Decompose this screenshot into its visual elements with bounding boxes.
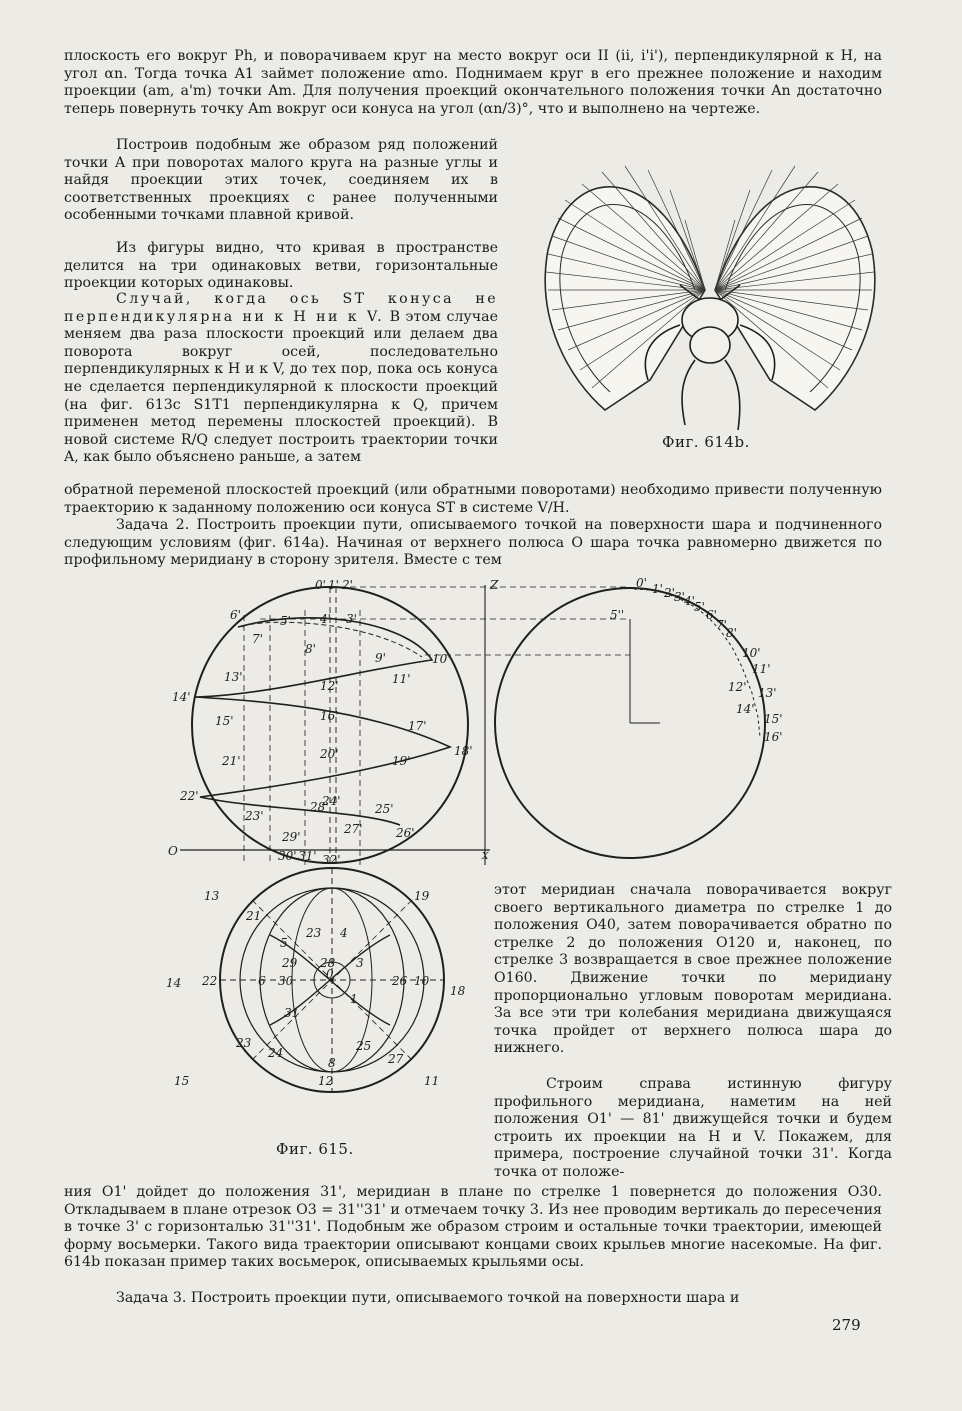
svg-text:24': 24' [322, 794, 341, 808]
paragraph-3: Из фигуры видно, что кривая в пространстве делится на три одинаковых ветви, горизонтальные проекции которых одинаковы. [64, 240, 498, 292]
svg-text:0': 0' [315, 578, 326, 592]
svg-text:5: 5 [280, 936, 288, 950]
svg-text:25: 25 [356, 1039, 372, 1053]
svg-text:16': 16' [320, 709, 339, 723]
svg-text:12: 12 [318, 1074, 334, 1088]
svg-text:26': 26' [396, 826, 415, 840]
svg-text:5': 5' [280, 614, 291, 628]
svg-text:21': 21' [222, 754, 241, 768]
svg-text:20': 20' [320, 747, 339, 761]
svg-text:13: 13 [204, 889, 220, 903]
page-number: 279 [832, 1316, 861, 1334]
svg-text:7': 7' [252, 632, 263, 646]
svg-text:23: 23 [306, 926, 322, 940]
paragraph-8: Строим справа истинную фигуру профильного меридиана, наметим на ней положения O1' — 81' движущейся точки и будем строить их проекции на H и V. Покажем, для примера, построение случайной точки 31'. Когда точка от положе- [494, 1076, 892, 1180]
svg-text:4': 4' [684, 594, 695, 608]
svg-text:19: 19 [414, 889, 430, 903]
svg-text:8': 8' [726, 626, 737, 640]
svg-text:7': 7' [716, 618, 727, 632]
caption-fig-614b: Фиг. 614b. [662, 433, 750, 451]
svg-text:1': 1' [328, 578, 339, 592]
svg-text:28: 28 [320, 956, 336, 970]
svg-text:4': 4' [320, 612, 331, 626]
svg-text:22: 22 [202, 974, 218, 988]
svg-text:1': 1' [652, 582, 663, 596]
svg-text:14': 14' [172, 690, 191, 704]
svg-text:30': 30' [278, 849, 297, 863]
paragraph-5: обратной переменой плоскостей проекций (или обратными поворотами) необходимо привести полученную траекторию к заданному положению оси конуса ST в системе V/H. [64, 482, 882, 516]
svg-text:4: 4 [340, 926, 348, 940]
svg-text:24: 24 [268, 1046, 284, 1060]
svg-text:25': 25' [375, 802, 394, 816]
svg-text:11': 11' [392, 672, 411, 686]
svg-text:23': 23' [245, 809, 264, 823]
case-body: В этом случае меняем два раза плоскости проекций или делаем два поворота вокруг осей, последовательно перпендикулярных к H и к V, до тех пор, пока ось конуса не сделается перпендикулярной к плоскости проекций (на фиг. 613c S1T1 перпендикулярна к Q, причем применен метод перемены плоскостей проекций). В новой системе R/Q следует построить траектории точки A, как было объяснено раньше, а затем [64, 308, 498, 466]
svg-text:12': 12' [320, 679, 339, 693]
svg-text:29': 29' [282, 830, 301, 844]
svg-text:Z: Z [490, 578, 499, 592]
paragraph-2: Построив подобным же образом ряд положений точки A при поворотах малого круга на разные углы и найдя проекции этих точек, соединяем их в соответственных проекциях с ранее полученными особенными точками плавной кривой. [64, 137, 498, 224]
svg-text:21: 21 [246, 909, 262, 923]
svg-text:O: O [168, 844, 178, 858]
paragraph-1: плоскость его вокруг Ph, и поворачиваем круг на место вокруг оси II (ii, i'i'), перпендикулярной к H, на угол αn. Тогда точка A1 займет положение αmo. Поднимаем круг в его прежнее положение и находим проекции (am, a'm) точки Am. Для получения проекций окончательного положения точки An достаточно теперь повернуть точку Am вокруг оси конуса на угол (αn/3)°, что и выполнено на чертеже. [64, 48, 882, 117]
svg-text:15: 15 [174, 1074, 190, 1088]
svg-text:28': 28' [310, 800, 329, 814]
caption-fig-615: Фиг. 615. [276, 1140, 354, 1158]
svg-text:29: 29 [282, 956, 298, 970]
svg-text:27: 27 [388, 1052, 404, 1066]
svg-text:19': 19' [392, 754, 411, 768]
svg-text:31: 31 [284, 1006, 300, 1020]
paragraph-10: Задача 3. Построить проекции пути, описываемого точкой на поверхности шара и [116, 1290, 740, 1306]
svg-text:8: 8 [328, 1056, 336, 1070]
paragraph-7: этот меридиан сначала поворачивается вокруг своего вертикального диаметра по стрелке 1 до положения O40, затем поворачивается обратно по стрелке 2 до положения O120 и, наконец, по стрелке 3 возвращается в свое прежнее положение O160. Движение точки по меридиану пропорционально угловым поворотам меридиана. За все эти три колебания меридиана движущаяся точка пройдет от верхнего полюса шара до нижнего. [494, 882, 892, 1057]
svg-text:11': 11' [752, 662, 771, 676]
figure-614b [530, 140, 890, 450]
paragraph-9: ния O1' дойдет до положения 31', меридиан в плане по стрелке 1 повернется до положения O30. Откладываем в плане отрезок O3 = 31''31' и отмечаем точку 3. Из нее проводим вертикаль до пересечения в точке 3' с горизонталью 31''31'. Подобным же образом строим и остальные точки траектории, имеющей форму восьмерки. Такого вида траектории описывают концами своих крыльев многие насекомые. На фиг. 614b показан пример таких восьмерок, описываемых крыльями осы. [64, 1184, 882, 1271]
svg-text:30: 30 [278, 974, 294, 988]
svg-text:18: 18 [450, 984, 466, 998]
svg-text:10': 10' [432, 652, 451, 666]
svg-text:9': 9' [375, 651, 386, 665]
svg-text:2': 2' [664, 586, 675, 600]
svg-text:0: 0 [326, 967, 334, 981]
svg-text:6': 6' [706, 608, 717, 622]
svg-text:14': 14' [736, 702, 755, 716]
paragraph-4 [64, 291, 498, 467]
svg-text:27': 27' [344, 822, 363, 836]
svg-text:5': 5' [694, 600, 705, 614]
svg-text:17': 17' [408, 719, 427, 733]
svg-text:3': 3' [346, 612, 357, 626]
svg-text:10': 10' [742, 646, 761, 660]
svg-text:15': 15' [764, 712, 783, 726]
svg-text:2': 2' [342, 578, 353, 592]
svg-text:6': 6' [230, 608, 241, 622]
svg-text:12': 12' [728, 680, 747, 694]
svg-text:23: 23 [236, 1036, 252, 1050]
svg-text:13': 13' [224, 670, 243, 684]
svg-text:14: 14 [166, 976, 182, 990]
svg-text:22': 22' [180, 789, 199, 803]
svg-text:26: 26 [392, 974, 408, 988]
svg-text:15': 15' [215, 714, 234, 728]
svg-text:16': 16' [764, 730, 783, 744]
svg-text:11: 11 [424, 1074, 440, 1088]
svg-text:6: 6 [258, 974, 266, 988]
svg-text:18': 18' [454, 744, 473, 758]
svg-text:31': 31' [298, 849, 317, 863]
svg-text:8': 8' [305, 642, 316, 656]
svg-text:3: 3 [356, 956, 364, 970]
svg-text:13': 13' [758, 686, 777, 700]
svg-text:3': 3' [674, 590, 685, 604]
svg-text:X: X [482, 852, 489, 862]
paragraph-6: Задача 2. Построить проекции пути, описываемого точкой на поверхности шара и подчиненного следующим условиям (фиг. 614a). Начиная от верхнего полюса O шара точка равномерно движется по профильному меридиану в сторону зрителя. Вместе с тем [64, 517, 882, 569]
svg-text:10: 10 [414, 974, 430, 988]
case-heading: Случай, когда ось ST конуса не перпендикулярна ни к H ни к V. [64, 291, 498, 325]
svg-text:32': 32' [322, 853, 341, 867]
svg-text:5'': 5'' [610, 608, 625, 622]
svg-text:1: 1 [350, 992, 358, 1006]
svg-text:0': 0' [636, 576, 647, 590]
